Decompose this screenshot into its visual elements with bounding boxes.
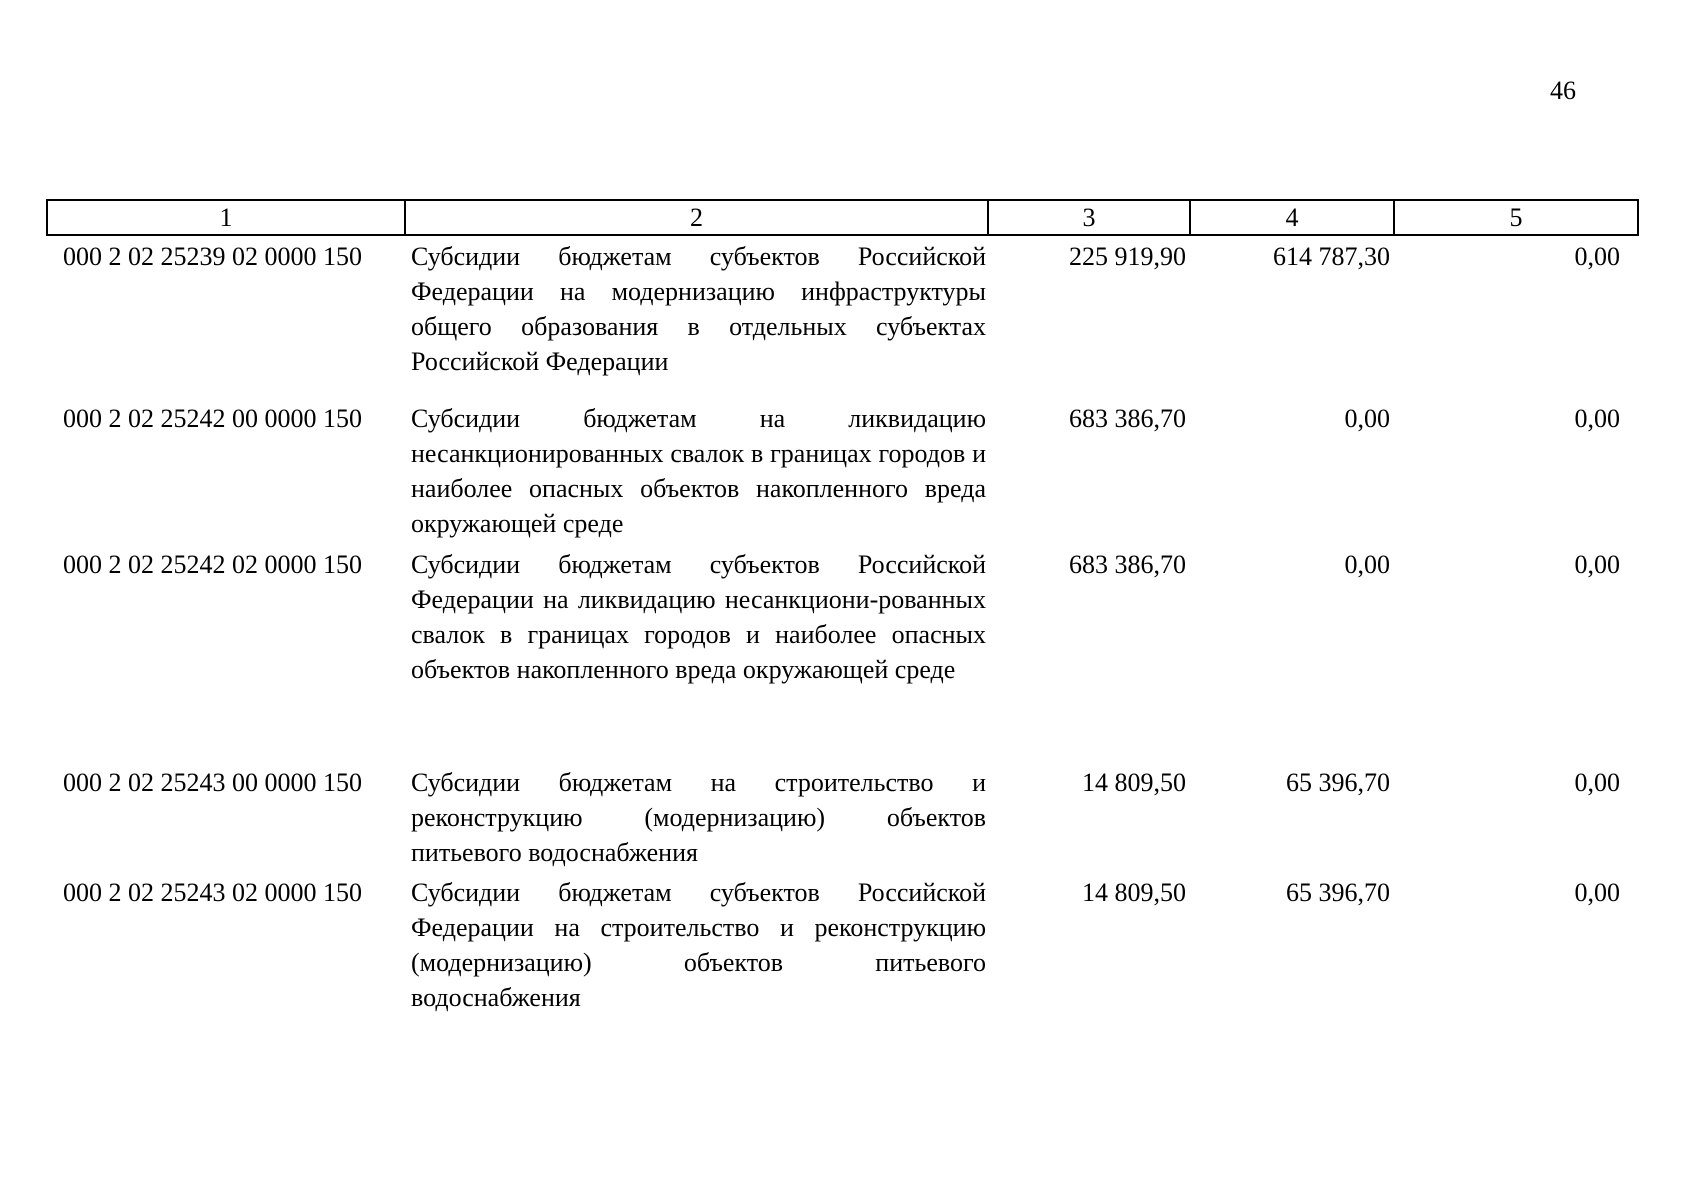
column-header-5: 5 <box>1394 200 1638 235</box>
row-value-col5: 0,00 <box>1574 242 1620 271</box>
column-header-4: 4 <box>1190 200 1394 235</box>
header-row <box>47 200 1638 235</box>
column-header-1: 1 <box>47 200 405 235</box>
row-description: Субсидии бюджетам на ликвидацию несанкционированных свалок в границах городов и наиболее опасных объектов накопленного вреда окружающей среде <box>411 404 986 538</box>
budget-table-container <box>46 199 1637 1015</box>
row-value-col5: 0,00 <box>1574 878 1620 907</box>
row-description: Субсидии бюджетам субъектов Российской Федерации на модернизацию инфраструктуры общего образования в отдельных субъектах Российской Федерации <box>411 242 986 376</box>
row-value-col3: 683 386,70 <box>1069 404 1186 433</box>
row-code: 000 2 02 25242 02 0000 150 <box>63 550 362 579</box>
row-value-col5: 0,00 <box>1574 404 1620 433</box>
row-value-col4: 0,00 <box>1344 550 1390 579</box>
row-value-col3: 14 809,50 <box>1082 768 1186 797</box>
row-value-col4: 65 396,70 <box>1286 768 1390 797</box>
page-number: 46 <box>1550 76 1576 105</box>
table-row <box>47 235 1638 401</box>
row-description: Субсидии бюджетам субъектов Российской Федерации на строительство и реконструкцию (модернизацию) объектов питьевого водоснабжения <box>411 878 986 1012</box>
table-row <box>47 401 1638 547</box>
row-value-col4: 0,00 <box>1344 404 1390 433</box>
table-row <box>47 765 1638 875</box>
row-description: Субсидии бюджетам на строительство и реконструкцию (модернизацию) объектов питьевого водоснабжения <box>411 768 986 867</box>
row-value-col4: 65 396,70 <box>1286 878 1390 907</box>
row-value-col5: 0,00 <box>1574 768 1620 797</box>
row-description: Субсидии бюджетам субъектов Российской Федерации на ликвидацию несанкциони-рованных свалок в границах городов и наиболее опасных объектов накопленного вреда окружающей среде <box>411 550 986 684</box>
row-code: 000 2 02 25243 00 0000 150 <box>63 768 362 797</box>
column-header-2: 2 <box>405 200 988 235</box>
table-header <box>47 200 1638 235</box>
row-value-col5: 0,00 <box>1574 550 1620 579</box>
column-header-3: 3 <box>988 200 1190 235</box>
table-row <box>47 875 1638 1015</box>
row-code: 000 2 02 25242 00 0000 150 <box>63 404 362 433</box>
table-row <box>47 547 1638 765</box>
row-value-col3: 683 386,70 <box>1069 550 1186 579</box>
row-value-col3: 225 919,90 <box>1069 242 1186 271</box>
row-value-col4: 614 787,30 <box>1273 242 1390 271</box>
budget-table <box>46 199 1639 1015</box>
table-body <box>47 235 1638 1015</box>
row-code: 000 2 02 25243 02 0000 150 <box>63 878 362 907</box>
row-value-col3: 14 809,50 <box>1082 878 1186 907</box>
row-code: 000 2 02 25239 02 0000 150 <box>63 242 362 271</box>
